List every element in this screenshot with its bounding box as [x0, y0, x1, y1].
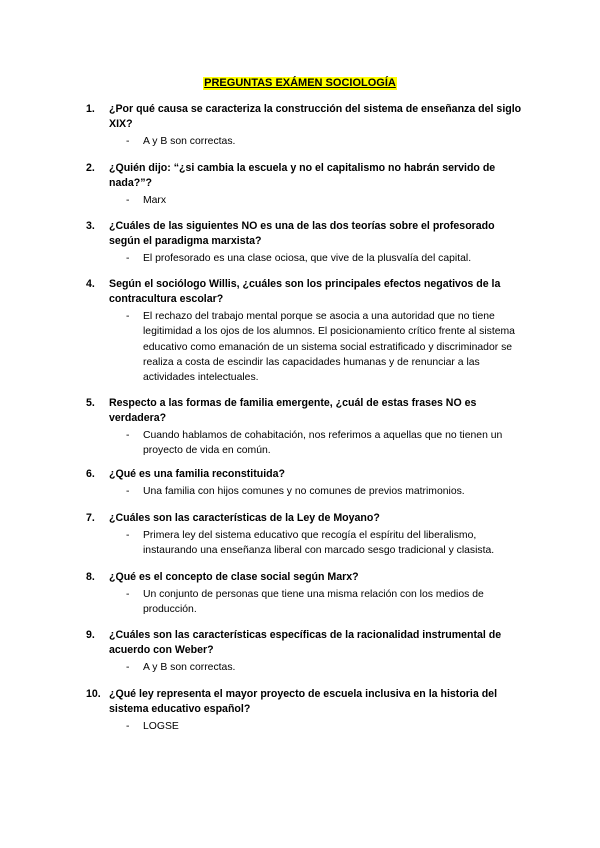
question-number: 9. — [86, 629, 95, 641]
answer — [86, 719, 526, 734]
question-heading — [86, 511, 526, 526]
answer-bullet: - — [126, 253, 130, 264]
question-text: Respecto a las formas de familia emergente, ¿cuál de estas frases NO es verdadera? — [109, 397, 477, 424]
answer-bullet: - — [126, 311, 130, 322]
answer — [86, 134, 526, 149]
answer-bullet: - — [126, 721, 130, 732]
answer — [86, 251, 526, 266]
question-heading — [86, 277, 526, 307]
answer-bullet: - — [126, 486, 130, 497]
answer — [86, 484, 526, 499]
answer-bullet: - — [126, 662, 130, 673]
question-heading — [86, 628, 526, 658]
answer-text: A y B son correctas. — [143, 136, 236, 147]
question-item — [86, 219, 526, 266]
question-number: 10. — [86, 688, 101, 700]
answer — [86, 428, 526, 459]
answer-text: LOGSE — [143, 721, 179, 732]
answer-bullet: - — [126, 530, 130, 541]
question-number: 4. — [86, 278, 95, 290]
question-text: ¿Cuáles son las características específicas de la racionalidad instrumental de acuerdo con Weber? — [109, 629, 502, 656]
question-text: ¿Por qué causa se caracteriza la construcción del sistema de enseñanza del siglo XIX? — [109, 103, 522, 130]
question-item — [86, 277, 526, 385]
answer-text: Un conjunto de personas que tiene una misma relación con los medios de producción. — [143, 589, 484, 616]
answer-text: El rechazo del trabajo mental porque se asocia a una autoridad que no tiene legitimidad a los ojos de los alumnos. El posicionamiento crítico frente al sistema educativo como emanación de un sistema social estratificado y discriminador se realiza a costa de escindir las capacidades humanas y de renunciar a las actividades intelectuales. — [143, 311, 515, 384]
question-heading — [86, 161, 526, 191]
answer — [86, 587, 526, 618]
question-item — [86, 687, 526, 734]
question-item — [86, 396, 526, 459]
question-item — [86, 102, 526, 149]
question-heading — [86, 467, 526, 482]
question-item — [86, 570, 526, 618]
question-number: 5. — [86, 397, 95, 409]
answer-bullet: - — [126, 195, 130, 206]
question-heading — [86, 570, 526, 585]
title-container — [0, 73, 600, 91]
question-heading — [86, 396, 526, 426]
question-text: ¿Qué ley representa el mayor proyecto de escuela inclusiva en la historia del sistema educativo español? — [109, 688, 498, 715]
question-text: ¿Qué es una familia reconstituida? — [109, 468, 286, 480]
question-text: ¿Cuáles de las siguientes NO es una de las dos teorías sobre el profesorado según el paradigma marxista? — [109, 220, 495, 247]
question-heading — [86, 687, 526, 717]
answer — [86, 660, 526, 675]
question-item — [86, 161, 526, 208]
question-text: ¿Qué es el concepto de clase social según Marx? — [109, 571, 359, 583]
answer-bullet: - — [126, 589, 130, 600]
answer — [86, 309, 526, 385]
document-title: PREGUNTAS EXÁMEN SOCIOLOGÍA — [204, 77, 396, 89]
question-number: 1. — [86, 103, 95, 115]
question-item — [86, 628, 526, 675]
answer — [86, 528, 526, 559]
question-number: 2. — [86, 162, 95, 174]
question-text: ¿Quién dijo: “¿si cambia la escuela y no el capitalismo no habrán servido de nada?”? — [109, 162, 496, 189]
answer — [86, 193, 526, 208]
question-text: Según el sociólogo Willis, ¿cuáles son los principales efectos negativos de la contracultura escolar? — [109, 278, 501, 305]
question-heading — [86, 219, 526, 249]
question-number: 7. — [86, 512, 95, 524]
question-number: 8. — [86, 571, 95, 583]
question-heading — [86, 102, 526, 132]
question-text: ¿Cuáles son las características de la Ley de Moyano? — [109, 512, 380, 524]
answer-text: Marx — [143, 195, 167, 206]
answer-text: Primera ley del sistema educativo que recogía el espíritu del liberalismo, instaurando una enseñanza liberal con marcado sesgo tradicional y clasista. — [143, 530, 495, 557]
question-item — [86, 467, 526, 499]
answer-text: Cuando hablamos de cohabitación, nos referimos a aquellas que no tienen un proyecto de vida en común. — [143, 430, 503, 457]
answer-text: Una familia con hijos comunes y no comunes de previos matrimonios. — [143, 486, 465, 497]
question-number: 6. — [86, 468, 95, 480]
answer-bullet: - — [126, 136, 130, 147]
answer-bullet: - — [126, 430, 130, 441]
answer-text: A y B son correctas. — [143, 662, 236, 673]
question-item — [86, 511, 526, 559]
question-number: 3. — [86, 220, 95, 232]
answer-text: El profesorado es una clase ociosa, que vive de la plusvalía del capital. — [143, 253, 472, 264]
